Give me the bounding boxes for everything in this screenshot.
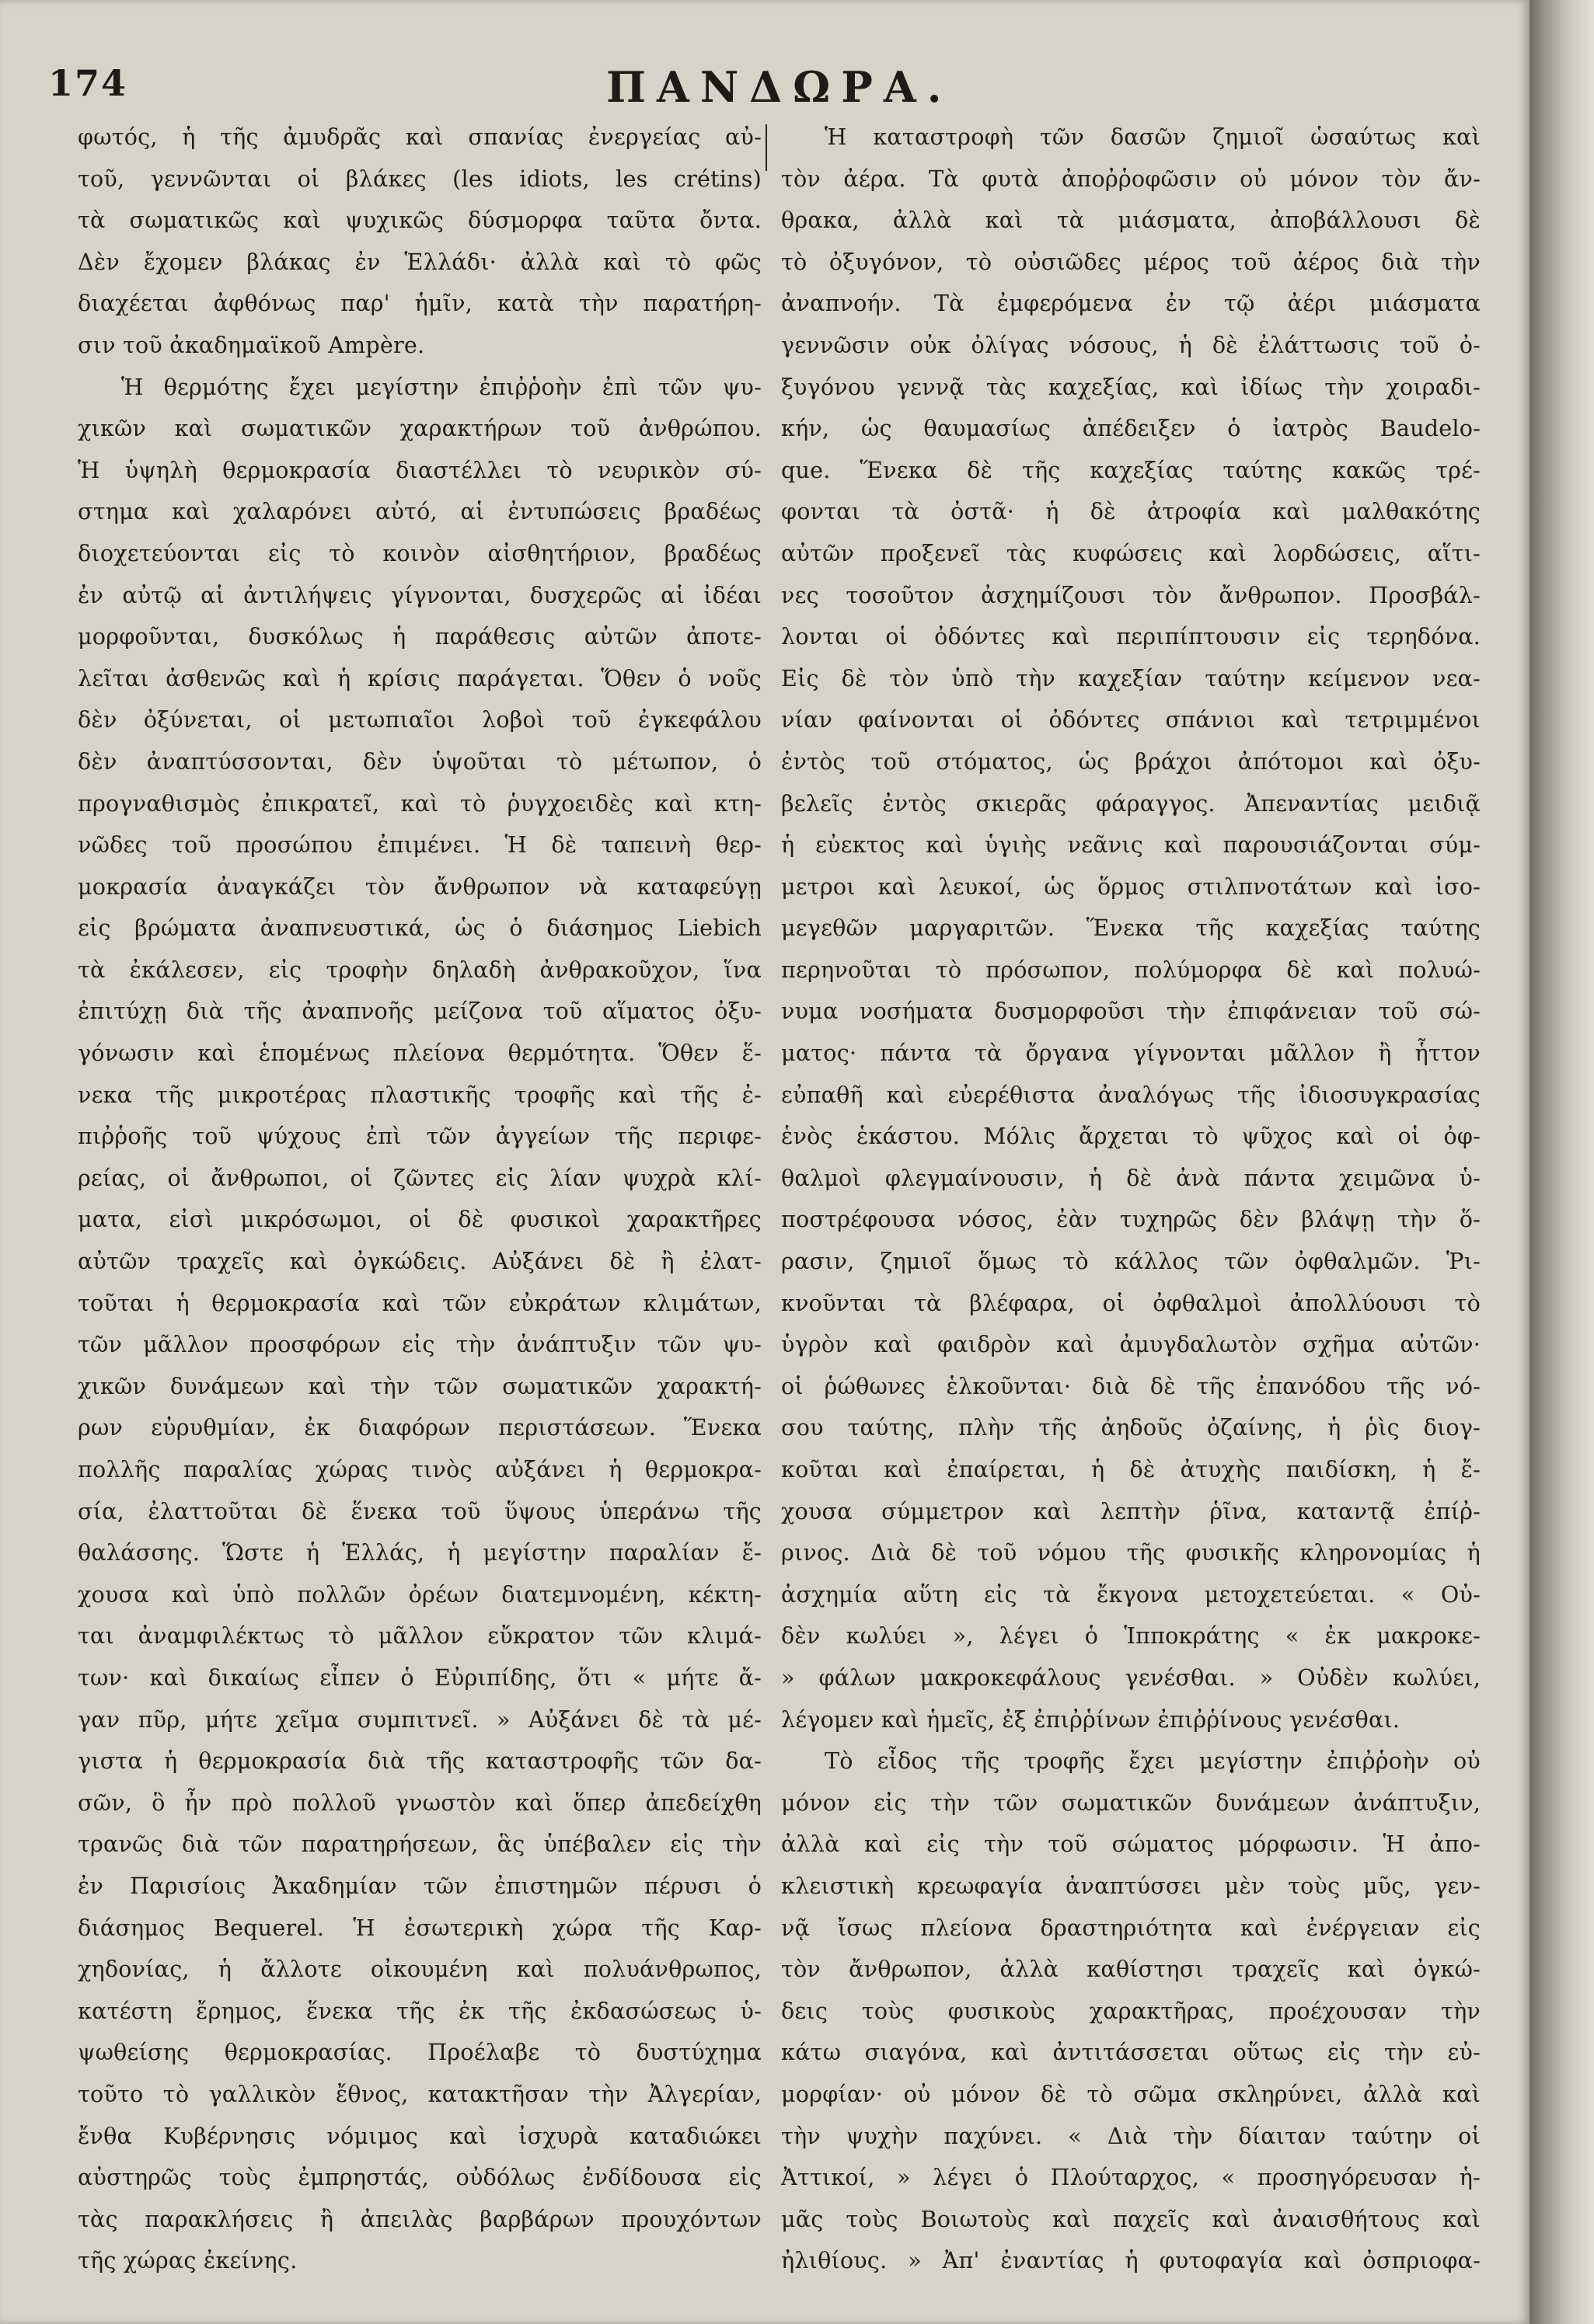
text-line: ἐν Παρισίοις Ἀκαδημίαν τῶν ἐπιστημῶν πέρυσι ὁ [78, 1872, 762, 1899]
text-line: βελεῖς ἐντὸς σκιερᾶς φάραγγος. Ἀπεναντίας μειδιᾷ [781, 789, 1481, 817]
text-line: τὸν ἄνθρωπον, ἀλλὰ καθίστησι τραχεῖς καὶ ὀγκώ- [781, 1956, 1481, 1983]
text-line: γόνωσιν καὶ ἑπομένως πλείονα θερμότητα. Ὅθεν ἕ- [78, 1040, 762, 1067]
text-line: θρακα, ἀλλὰ καὶ τὰ μιάσματα, ἀποβάλλουσι δὲ [781, 207, 1481, 234]
text-line: τῆς χώρας ἐκείνης. [78, 2247, 298, 2274]
text-line: φωτός, ἡ τῆς ἀμυδρᾶς καὶ σπανίας ἐνεργείας αὐ- [78, 124, 762, 150]
text-line: ρων εὐρυθμίαν, ἐκ διαφόρων περιστάσεων. Ἕνεκα [78, 1414, 762, 1441]
text-line: ἑνὸς ἑκάστου. Μόλις ἄρχεται τὸ ψῦχος καὶ οἱ ὀφ- [781, 1123, 1481, 1150]
text-line: κήν, ὡς θαυμασίως ἀπέδειξεν ὁ ἰατρὸς Baudelo- [781, 415, 1481, 442]
text-line: δεις τοὺς φυσικοὺς χαρακτῆρας, προέχουσαν τὴν [781, 1997, 1481, 2024]
text-line: ται ἀναμφιλέκτως τὸ μᾶλλον εὔκρατον τῶν κλιμά- [78, 1622, 762, 1650]
text-line: μόνον εἰς τὴν τῶν σωματικῶν δυνάμεων ἀνάπτυξιν, [781, 1789, 1481, 1816]
text-line: νᾷ ἴσως πλείονα δραστηριότητα καὶ ἐνέργειαν εἰς [781, 1914, 1481, 1941]
text-line: ἡ εὐεκτος καὶ ὑγιὴς νεᾶνις καὶ παρουσιάζονται σύμ- [781, 831, 1481, 859]
text-line: πολλῆς παραλίας χώρας τινὸς αὐξάνει ἡ θερμοκρα- [78, 1456, 762, 1483]
text-line: τὸν ἀέρα. Τὰ φυτὰ ἀποῤῥοφῶσιν οὐ μόνον τὸν ἄν- [781, 165, 1481, 192]
text-line: γιστα ἡ θερμοκρασία διὰ τῆς καταστροφῆς τῶν δα- [78, 1747, 762, 1775]
text-line: κατέστη ἔρημος, ἕνεκα τῆς ἐκ τῆς ἐκδασώσεως ὑ- [78, 1997, 762, 2024]
text-line: μεγεθῶν μαργαριτῶν. Ἕνεκα τῆς καχεξίας ταύτης [781, 915, 1481, 942]
text-line: τὴν ψυχὴν παχύνει. « Διὰ τὴν δίαιταν ταύτην οἱ [781, 2122, 1481, 2149]
text-line: τῶν μᾶλλον προσφόρων εἰς τὴν ἀνάπτυξιν τῶν ψυ- [78, 1331, 762, 1358]
text-line: προγναθισμὸς ἐπικρατεῖ, καὶ τὸ ῥυγχοειδὲς καὶ κτη- [78, 789, 762, 817]
text-line: μοκρασία ἀναγκάζει τὸν ἄνθρωπον νὰ καταφεύγῃ [78, 873, 762, 900]
text-line: κνοῦνται τὰ βλέφαρα, οἱ ὀφθαλμοὶ ἀπολλύουσι τὸ [781, 1289, 1481, 1316]
text-line: Τὸ εἶδος τῆς τροφῆς ἔχει μεγίστην ἐπιῤῥοὴν οὐ [825, 1747, 1481, 1775]
text-line: Ἀττικοί, » λέγει ὁ Πλούταρχος, « προσηγόρευσαν ἡ- [781, 2164, 1481, 2191]
text-line: ἔνθα Κυβέρνησις νόμιμος καὶ ἰσχυρὰ καταδιώκει [78, 2122, 762, 2149]
text-line: ματος· πάντα τὰ ὄργανα γίγνονται μᾶλλον ἢ ἧττον [781, 1040, 1481, 1067]
left-text-column [78, 117, 762, 2277]
text-line: γεννῶσιν οὐκ ὀλίγας νόσους, ἡ δὲ ἐλάττωσις τοῦ ὀ- [781, 331, 1481, 358]
text-line: σιν τοῦ ἀκαδημαϊκοῦ Ampère. [78, 331, 425, 358]
text-line: ρασιν, ζημιοῖ ὅμως τὸ κάλλος τῶν ὀφθαλμῶν. Ῥι- [781, 1248, 1481, 1275]
text-line: περηνοῦται τὸ πρόσωπον, πολύμορφα δὲ καὶ πολυώ- [781, 956, 1481, 983]
page-header [0, 62, 1529, 117]
text-line: κάτω σιαγόνα, καὶ ἀντιτάσσεται οὕτως εἰς τὴν εὐ- [781, 2039, 1481, 2066]
text-line: εἰς βρώματα ἀναπνευστικά, ὡς ὁ διάσημος Liebich [78, 915, 762, 942]
right-text-column [781, 117, 1481, 2277]
text-line: διοχετεύονται εἰς τὸ κοινὸν αἰσθητήριον, βραδέως [78, 539, 762, 566]
text-line: γαν πῦρ, μήτε χεῖμα συμπιτνεῖ. » Αὐξάνει δὲ τὰ μέ- [78, 1706, 762, 1733]
text-line: εὐπαθῆ καὶ εὐερέθιστα ἀναλόγως τῆς ἰδιοσυγκρασίας [781, 1081, 1481, 1108]
text-line: τρανῶς διὰ τῶν παρατηρήσεων, ἃς ὑπέβαλεν εἰς τὴν [78, 1831, 762, 1858]
text-line: διαχέεται ἀφθόνως παρ' ἡμῖν, κατὰ τὴν παρατήρη- [78, 290, 762, 317]
text-line: λεῖται ἀσθενῶς καὶ ἡ κρίσις παράγεται. Ὅθεν ὁ νοῦς [78, 664, 762, 692]
text-line: τοῦται ἡ θερμοκρασία καὶ τῶν εὐκράτων κλιμάτων, [78, 1289, 762, 1316]
text-line: ἐν αὐτῷ αἱ ἀντιλήψεις γίγνονται, δυσχερῶς αἱ ἰδέαι [78, 581, 762, 608]
text-line: θαλμοὶ φλεγμαίνουσιν, ἡ δὲ ἀνὰ πάντα χειμῶνα ὑ- [781, 1164, 1481, 1191]
text-line: πιῤῥοῆς τοῦ ψύχους ἐπὶ τῶν ἀγγείων τῆς περιφε- [78, 1123, 762, 1150]
text-line: θαλάσσης. Ὥστε ἡ Ἑλλάς, ἡ μεγίστην παραλίαν ἔ- [78, 1539, 762, 1566]
text-line: αὐτῶν τραχεῖς καὶ ὀγκώδεις. Αὐξάνει δὲ ἢ ἐλατ- [78, 1248, 762, 1275]
text-line: ἀσχημία αὕτη εἰς τὰ ἔκγονα μετοχετεύεται. « Οὐ- [781, 1580, 1481, 1608]
text-line: ἀλλὰ καὶ εἰς τὴν τοῦ σώματος μόρφωσιν. Ἡ ἀπο- [781, 1831, 1481, 1858]
text-line: νεκα τῆς μικροτέρας πλαστικῆς τροφῆς καὶ τῆς ἐ- [78, 1081, 762, 1108]
text-line: οἱ ῥώθωνες ἑλκοῦνται· διὰ δὲ τῆς ἐπανόδου τῆς νό- [781, 1372, 1481, 1399]
text-line: que. Ἕνεκα δὲ τῆς καχεξίας ταύτης κακῶς τρέ- [781, 456, 1481, 483]
text-line: Ἡ καταστροφὴ τῶν δασῶν ζημιοῖ ὡσαύτως καὶ [825, 124, 1481, 150]
column-divider [766, 124, 767, 171]
text-line: λέγομεν καὶ ἡμεῖς, ἐξ ἐπιῤῥίνων ἐπιῤῥίνους γενέσθαι. [781, 1706, 1400, 1733]
text-line: ἠλιθίους. » Ἀπ' ἐναντίας ἡ φυτοφαγία καὶ ὀσπριοφα- [781, 2247, 1481, 2274]
running-title: ΠΑΝΔΩΡΑ. [606, 62, 953, 112]
text-line: σου ταύτης, πλὴν τῆς ἀηδοῦς ὀζαίνης, ἡ ῥὶς διογ- [781, 1414, 1481, 1441]
text-line: αὐστηρῶς τοὺς ἐμπρηστάς, οὐδόλως ἐνδίδουσα εἰς [78, 2164, 762, 2191]
text-line: ἐντὸς τοῦ στόματος, ὡς βράχοι ἀπότομοι καὶ ὀξυ- [781, 747, 1481, 775]
text-line: σῶν, ὃ ἦν πρὸ πολλοῦ γνωστὸν καὶ ὅπερ ἀπεδείχθη [78, 1789, 762, 1816]
text-line: » φάλων μακροκεφάλους γενέσθαι. » Οὐδὲν κωλύει, [781, 1664, 1481, 1691]
text-line: μορφοῦνται, δυσκόλως ἡ παράθεσις αὐτῶν ἀποτε- [78, 623, 762, 650]
text-line: ψωθείσης θερμοκρασίας. Προέλαβε τὸ δυστύχημα [78, 2039, 762, 2066]
text-line: σία, ἐλαττοῦται δὲ ἕνεκα τοῦ ὕψους ὑπεράνω τῆς [78, 1497, 762, 1524]
page-number: 174 [48, 62, 128, 104]
book-gutter-edge [1529, 0, 1594, 2324]
text-line: νυμα νοσήματα δυσμορφοῦσι τὴν ἐπιφάνειαν τοῦ σώ- [781, 998, 1481, 1025]
text-line: τὸ ὀξυγόνον, τὸ οὐσιῶδες μέρος τοῦ ἀέρος διὰ τὴν [781, 248, 1481, 275]
text-line: τὰς παρακλήσεις ἢ ἀπειλὰς βαρβάρων προυχόντων [78, 2205, 762, 2232]
text-line: χικῶν δυνάμεων καὶ τὴν τῶν σωματικῶν χαρακτή- [78, 1372, 762, 1399]
text-line: νες τοσοῦτον ἀσχημίζουσι τὸν ἄνθρωπον. Προσβάλ- [781, 581, 1481, 608]
text-line: δὲν κωλύει », λέγει ὁ Ἱπποκράτης « ἐκ μακροκε- [781, 1622, 1481, 1650]
text-line: ματα, εἰσὶ μικρόσωμοι, οἱ δὲ φυσικοὶ χαρακτῆρες [78, 1206, 762, 1233]
text-line: ποστρέφουσα νόσος, ἐὰν τυχηρῶς δὲν βλάψῃ τὴν ὅ- [781, 1206, 1481, 1233]
text-line: ξυγόνου γεννᾷ τὰς καχεξίας, καὶ ἰδίως τὴν χοιραδι- [781, 373, 1481, 400]
text-line: λονται οἱ ὀδόντες καὶ περιπίπτουσιν εἰς τερηδόνα. [781, 623, 1481, 650]
text-line: ὑγρὸν καὶ φαιδρὸν καὶ ἀμυγδαλωτὸν σχῆμα αὐτῶν· [781, 1331, 1481, 1358]
text-line: ἀναπνοήν. Τὰ ἐμφερόμενα ἐν τῷ ἀέρι μιάσματα [781, 290, 1481, 317]
text-line: μετροι καὶ λευκοί, ὡς ὅρμος στιλπνοτάτων καὶ ἰσο- [781, 873, 1481, 900]
text-line: αὐτῶν προξενεῖ τὰς κυφώσεις καὶ λορδώσεις, αἵτι- [781, 539, 1481, 566]
text-line: Ἡ ὑψηλὴ θερμοκρασία διαστέλλει τὸ νευρικὸν σύ- [78, 456, 762, 483]
text-line: τὰ ἐκάλεσεν, εἰς τροφὴν δηλαδὴ ἀνθρακοῦχον, ἵνα [78, 956, 762, 983]
text-line: διάσημος Bequerel. Ἡ ἐσωτερικὴ χώρα τῆς Καρ- [78, 1914, 762, 1941]
text-line: νίαν φαίνονται οἱ ὀδόντες σπάνιοι καὶ τετριμμένοι [781, 706, 1481, 733]
text-line: Εἰς δὲ τὸν ὑπὸ τὴν καχεξίαν ταύτην κείμενον νεα- [781, 664, 1481, 692]
text-line: κοῦται καὶ ἐπαίρεται, ἡ δὲ ἀτυχὴς παιδίσκη, ἡ ἔ- [781, 1456, 1481, 1483]
text-line: μορφίαν· οὐ μόνον δὲ τὸ σῶμα σκληρύνει, ἀλλὰ καὶ [781, 2080, 1481, 2107]
text-line: τοῦτο τὸ γαλλικὸν ἔθνος, κατακτῆσαν τὴν Ἀλγερίαν, [78, 2080, 762, 2107]
text-line: μᾶς τοὺς Βοιωτοὺς καὶ παχεῖς καὶ ἀναισθήτους καὶ [781, 2205, 1481, 2232]
text-line: δὲν ἀναπτύσσονται, δὲν ὑψοῦται τὸ μέτωπον, ὁ [78, 747, 762, 775]
text-line: χουσα καὶ ὑπὸ πολλῶν ὀρέων διατεμνομένη, κέκτη- [78, 1580, 762, 1608]
text-line: ἐπιτύχῃ διὰ τῆς ἀναπνοῆς μείζονα τοῦ αἵματος ὀξυ- [78, 998, 762, 1025]
text-line: ρείας, οἱ ἄνθρωποι, οἱ ζῶντες εἰς λίαν ψυχρὰ κλί- [78, 1164, 762, 1191]
text-line: Ἡ θερμότης ἔχει μεγίστην ἐπιῤῥοὴν ἐπὶ τῶν ψυ- [121, 373, 762, 400]
text-line: Δὲν ἔχομεν βλάκας ἐν Ἑλλάδι· ἀλλὰ καὶ τὸ φῶς [78, 248, 762, 275]
text-line: χουσα σύμμετρον καὶ λεπτὴν ῥῖνα, καταντᾷ ἐπίῤ- [781, 1497, 1481, 1524]
text-line: χικῶν καὶ σωματικῶν χαρακτήρων τοῦ ἀνθρώπου. [78, 415, 762, 442]
text-line: χηδονίας, ἡ ἄλλοτε οἰκουμένη καὶ πολυάνθρωπος, [78, 1956, 762, 1983]
text-line: φονται τὰ ὀστᾶ· ἡ δὲ ἀτροφία καὶ μαλθακότης [781, 498, 1481, 525]
text-line: τὰ σωματικῶς καὶ ψυχικῶς δύσμορφα ταῦτα ὄντα. [78, 207, 762, 234]
text-line: νῶδες τοῦ προσώπου ἐπιμένει. Ἡ δὲ ταπεινὴ θερ- [78, 831, 762, 859]
text-line: κλειστικὴ κρεωφαγία ἀναπτύσσει μὲν τοὺς μῦς, γεν- [781, 1872, 1481, 1899]
text-line: δὲν ὀξύνεται, οἱ μετωπιαῖοι λοβοὶ τοῦ ἐγκεφάλου [78, 706, 762, 733]
text-line: των· καὶ δικαίως εἶπεν ὁ Εὐριπίδης, ὅτι « μήτε ἄ- [78, 1664, 762, 1691]
text-line: τοῦ, γεννῶνται οἱ βλάκες (les idiots, les crétins) [78, 165, 762, 192]
text-line: ρινος. Διὰ δὲ τοῦ νόμου τῆς φυσικῆς κληρονομίας ἡ [781, 1539, 1481, 1566]
text-line: στημα καὶ χαλαρόνει αὐτό, αἱ ἐντυπώσεις βραδέως [78, 498, 762, 525]
